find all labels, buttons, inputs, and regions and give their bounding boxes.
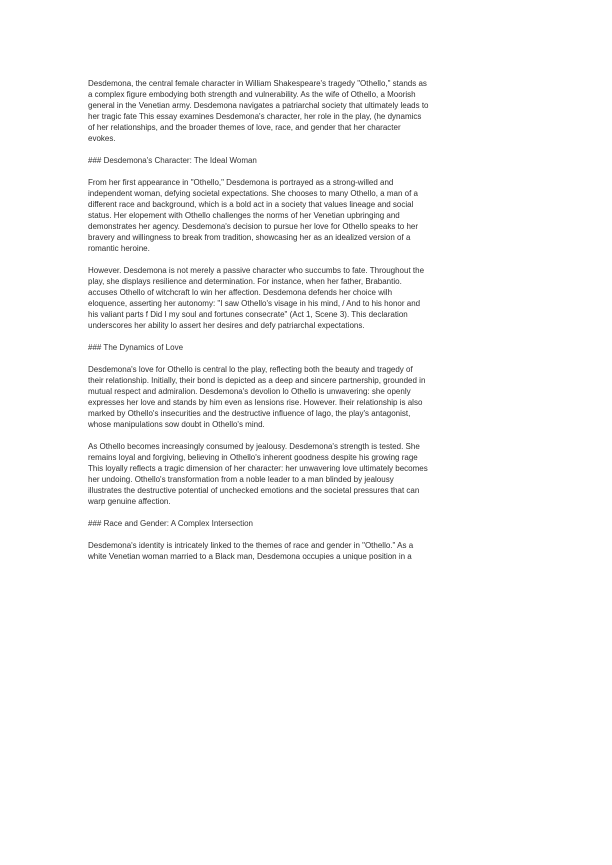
love-paragraph-1 [88, 364, 528, 430]
text-line: her tragic fate This essay examines Desdemona's character, her role in the play, (he dynamics [88, 112, 422, 121]
text-line: play, she displays resilience and determination. For instance, when her father, Brabantio. [88, 277, 402, 286]
race-gender-paragraph-1 [88, 540, 528, 562]
text-line: marked by Othello's insecurities and the destructive influence of lago, the play's antagonist, [88, 409, 411, 418]
section-heading: ### Desdemona's Character: The Ideal Woman [88, 156, 257, 165]
text-line: his valiant parts f Did I my soul and fortunes consecrate" (Act 1, Scene 3). This declaration [88, 310, 408, 319]
text-line: However. Desdemona is not merely a passive character who succumbs to fate. Throughout the [88, 266, 425, 275]
text-line: of her relationships, and the broader themes of love, race, and gender that her character [88, 123, 401, 132]
text-line: illustrates the destructive potential of unchecked emotions and the societal pressures that can [88, 486, 420, 495]
text-line: whose manipulations sow doubt in Othello's mind. [88, 420, 265, 429]
text-line: mutual respect and admiralion. Desdemona's devolion lo Othello is unwavering: she openly [88, 387, 411, 396]
intro-paragraph [88, 78, 528, 144]
text-line: This loyally reflects a tragic dimension of her character: her unwavering love ultimately becomes [88, 464, 428, 473]
love-paragraph-2 [88, 441, 528, 507]
text-line: different race and background, which is a bold act in a society that values lineage and social [88, 200, 414, 209]
text-line: Desdemona, the central female character in William Shakespeare's tragedy "Othello," stands as [88, 79, 427, 88]
text-line: general in the Venetian army. Desdemona navigates a patriarchal society that ultimately leads to [88, 101, 429, 110]
text-line: bravery and willingness to break from tradition, showcasing her as an idealized version of a [88, 233, 411, 242]
paragraph-gap [88, 507, 528, 518]
paragraph-gap [88, 166, 528, 177]
text-line: a complex figure embodying both strength and vulnerability. As the wife of Othello, a Moorish [88, 90, 416, 99]
section-heading-race-gender [88, 518, 528, 529]
section-heading-love [88, 342, 528, 353]
text-line: As Othello becomes increasingly consumed by jealousy. Desdemona's strength is tested. She [88, 442, 420, 451]
text-line: accuses Othello of witchcraft lo win her affection. Desdemona defends her choice wilh [88, 288, 393, 297]
text-line: Desdemona's identity is intricately linked to the themes of race and gender in "Othello." As a [88, 541, 414, 550]
paragraph-gap [88, 144, 528, 155]
text-line: their relationship. Initially, their bond is depicted as a deep and sincere partnership, grounded in [88, 376, 426, 385]
text-line: remains loyal and forgiving, believing in Othello's inherent goodness despite his growing rage [88, 453, 418, 462]
section-heading: ### Race and Gender: A Complex Intersection [88, 519, 253, 528]
text-line: her undoing. Othello's transformation from a noble leader to a man blinded by jealousy [88, 475, 394, 484]
section-heading-character [88, 155, 528, 166]
text-line: white Venetian woman married to a Black man, Desdemona occupies a unique position in a [88, 552, 412, 561]
section-heading: ### The Dynamics of Love [88, 343, 184, 352]
paragraph-gap [88, 430, 528, 441]
essay-body [88, 78, 528, 562]
paragraph-gap [88, 353, 528, 364]
text-line: underscores her ability lo assert her desires and defy patriarchal expectations. [88, 321, 365, 330]
text-line: demonstrates her agency. Desdemona's decision to pursue her love for Othello speaks to her [88, 222, 419, 231]
paragraph-gap [88, 254, 528, 265]
text-line: expresses her love and stands by him even as lensions rise. However. lheir relationship is also [88, 398, 423, 407]
character-paragraph-1 [88, 177, 528, 254]
text-line: independent woman, defying societal expectations. She chooses to many Othello, a man of a [88, 189, 418, 198]
character-paragraph-2 [88, 265, 528, 331]
paragraph-gap [88, 331, 528, 342]
text-line: Desdemona's love for Othello is central lo the play, reflecting both the beauty and tragedy of [88, 365, 413, 374]
text-line: romantic heroine. [88, 244, 150, 253]
paragraph-gap [88, 529, 528, 540]
text-line: status. Her elopement with Othello challenges the norms of her Venetian upbringing and [88, 211, 400, 220]
text-line: evokes. [88, 134, 116, 143]
text-line: From her first appearance in "Othello," Desdemona is portrayed as a strong-willed and [88, 178, 394, 187]
text-line: warp genuine affection. [88, 497, 171, 506]
text-line: eloquence, asserting her autonomy: "I saw Othello's visage in his mind, / And to his honor and [88, 299, 421, 308]
